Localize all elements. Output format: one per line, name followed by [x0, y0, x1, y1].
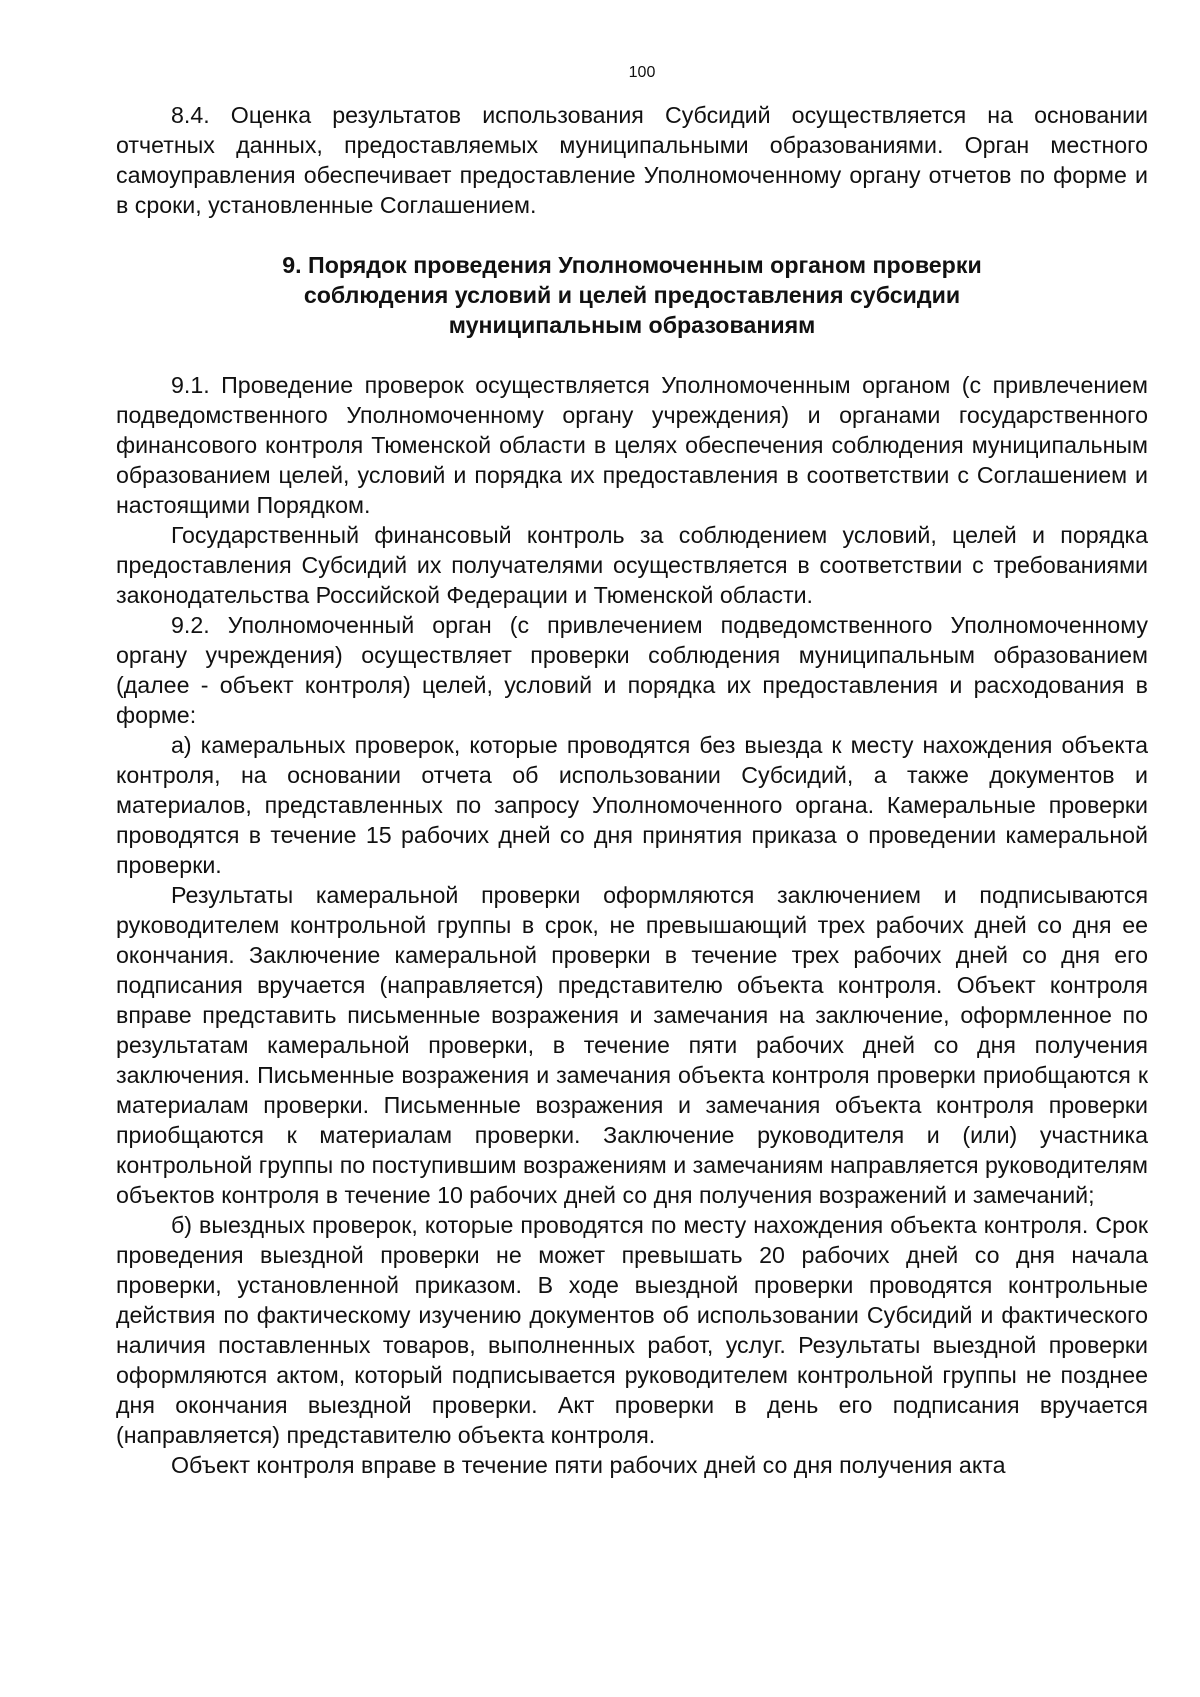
- page-number: 100: [628, 64, 656, 81]
- paragraph-desk-audits: а) камеральных проверок, которые проводятся без выезда к месту нахождения объекта контроля, на основании отчета об использовании Субсидий, а также документов и материалов, представленных по запросу Уполномоченного органа. Камеральные проверки проводятся в течение 15 рабочих дней со дня принятия приказа о проведении камеральной проверки.: [116, 732, 1148, 878]
- section-9-heading: [116, 250, 1148, 340]
- heading-line: муниципальным образованиям: [448, 312, 816, 338]
- paragraph-objections: Объект контроля вправе в течение пяти рабочих дней со дня получения акта: [171, 1452, 1006, 1478]
- paragraph-9-1: 9.1. Проведение проверок осуществляется Уполномоченным органом (с привлечением подведомственного Уполномоченному органу учреждения) и органами государственного финансового контроля Тюменской области в целях обеспечения соблюдения муниципальным образованием целей, условий и порядка их предоставления в соответствии с Соглашением и настоящими Порядком.: [116, 372, 1148, 518]
- heading-line: 9. Порядок проведения Уполномоченным органом проверки: [282, 252, 982, 278]
- paragraph-8-4: 8.4. Оценка результатов использования Субсидий осуществляется на основании отчетных данных, предоставляемых муниципальными образованиями. Орган местного самоуправления обеспечивает предоставление Уполномоченному органу отчетов по форме и в сроки, установленные Соглашением.: [116, 102, 1148, 218]
- paragraph-desk-audit-results: Результаты камеральной проверки оформляются заключением и подписываются руководителем контрольной группы в срок, не превышающий трех рабочих дней со дня ее окончания. Заключение камеральной проверки в течение трех рабочих дней со дня его подписания вручается (направляется) представителю объекта контроля. Объект контроля вправе представить письменные возражения и замечания на заключение, оформленное по результатам камеральной проверки, в течение пяти рабочих дней со дня получения заключения. Письменные возражения и замечания объекта контроля проверки приобщаются к материалам проверки. Письменные возражения и замечания объекта контроля проверки приобщаются к материалам проверки. Заключение руководителя и (или) участника контрольной группы по поступившим возражениям и замечаниям направляется руководителям объектов контроля в течение 10 рабочих дней со дня получения возражений и замечаний;: [116, 882, 1148, 1208]
- paragraph-state-control: Государственный финансовый контроль за соблюдением условий, целей и порядка предоставления Субсидий их получателями осуществляется в соответствии с требованиями законодательства Российской Федерации и Тюменской области.: [116, 522, 1148, 608]
- paragraph-9-2: 9.2. Уполномоченный орган (с привлечением подведомственного Уполномоченному органу учреждения) осуществляет проверки соблюдения муниципальным образованием (далее - объект контроля) целей, условий и порядка их предоставления и расходования в форме:: [116, 612, 1148, 728]
- heading-line: соблюдения условий и целей предоставления субсидии: [303, 282, 961, 308]
- paragraph-field-audits: б) выездных проверок, которые проводятся по месту нахождения объекта контроля. Срок проведения выездной проверки не может превышать 20 рабочих дней со дня начала проверки, установленной приказом. В ходе выездной проверки проводятся контрольные действия по фактическому изучению документов об использовании Субсидий и фактического наличия поставленных товаров, выполненных работ, услуг. Результаты выездной проверки оформляются актом, который подписывается руководителем контрольной группы не позднее дня окончания выездной проверки. Акт проверки в день его подписания вручается (направляется) представителю объекта контроля.: [116, 1212, 1148, 1448]
